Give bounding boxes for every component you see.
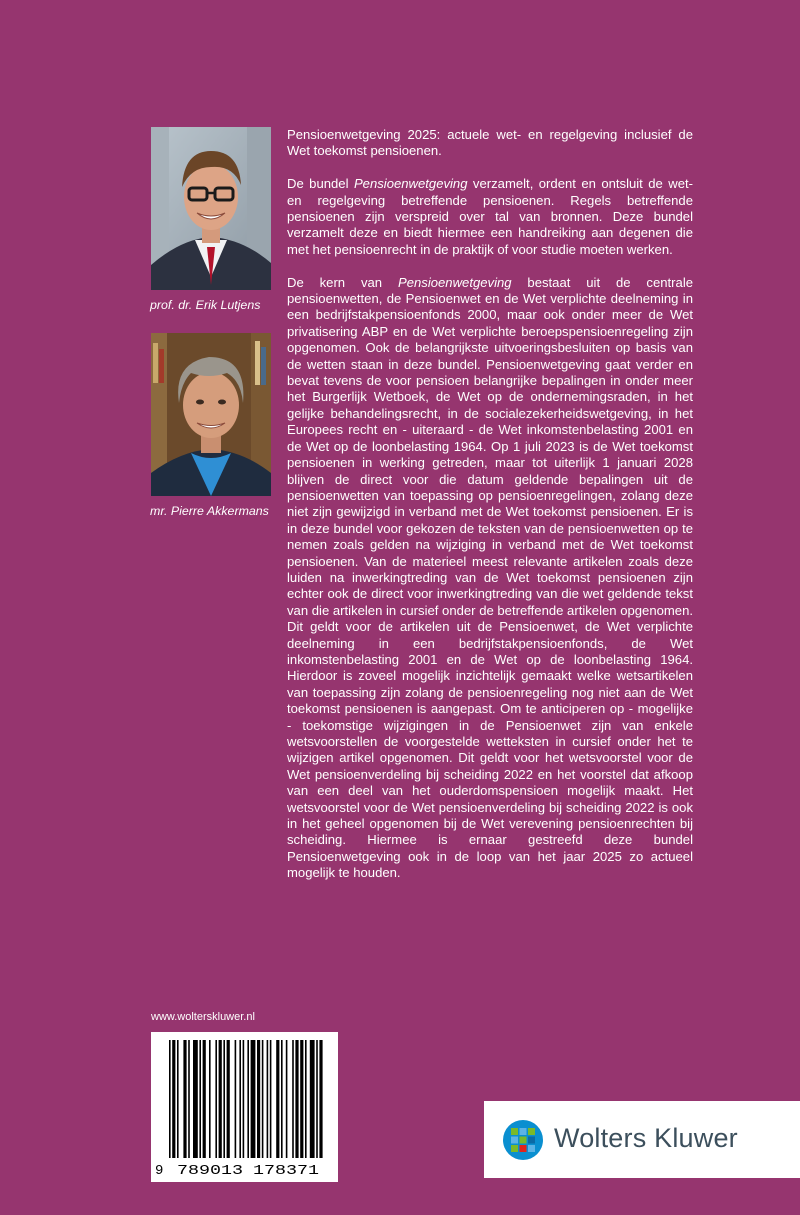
barcode-bar xyxy=(243,1040,245,1158)
barcode-bar xyxy=(203,1040,206,1158)
author-caption-akkermans: mr. Pierre Akkermans xyxy=(150,504,269,518)
barcode-bar xyxy=(281,1040,283,1158)
description-title-italic: Pensioenwetgeving xyxy=(353,176,468,192)
author-photo-akkermans xyxy=(151,333,271,496)
contents-after: bestaat uit de centrale pensioenwetten, de Pensioenwet en de Wet verplichte deelneming in een bedrijfstakpensioenfonds 2000, maar ook onder meer de Wet privatisering ABP en de Wet verplichte beroepspensioenregeling zijn opgenomen. Ook de belangrijkste uitvoeringsbesluiten op basis van de wetten staan in deze bundel. Pensioenwetgeving gaat verder en bevat tevens de voor pensioen belangrijke bepalingen in onder meer het Burgerlijk Wetboek, de Wet op de ondernemingsraden, in het gelijke behandelingsrecht, in de socialezekerheidswetgeving, in het Europees recht en - uiteraard - de Wet inkomstenbelasting 2001 en de Wet op de loonbelasting 1964. Op 1 juli 2023 is de Wet toekomst pensioenen in werking getreden, maar tot uiterlijk 1 januari 2028 blijven de direct voor die datum geldende bepalingen uit de pensioenwetten van toepassing op pensioenregelingen, zolang deze niet zijn gewijzigd in verband met de Wet toekomst pensioenen. Er is in deze bundel voor gekozen de teksten van de pensioenwetten op te nemen zoals gelden na wijziging in verband met de Wet toekomst pensioenen. Van de materieel meest relevante artikelen zoals deze luiden na inwerkingtreding van de Wet toekomst pensioenen zijn echter ook de direct voor inwerkingtreding van die wet geldende tekst van die artikelen in cursief onder de betreffende artikelen opgenomen. Dit geldt voor de artikelen uit de Pensioenwet, de Wet verplichte deelneming in een bedrijfstakpensioenfonds, de Wet inkomstenbelasting 2001 en de Wet op de loonbelasting 1964. Hierdoor is zoveel mogelijk inzichtelijk gemaakt welke wetsartikelen van toepassing zijn zolang de pensioenregeling nog niet aan de Wet toekomst pensioenen is aangepast. Om te anticiperen op - mogelijke - toekomstige wijzigingen in de Pensioenwet zijn van enkele wetsvoorstellen de voorgestelde wetteksten in cursief onder het te wijzigen artikel opgenomen. Dit geldt voor het wetsvoorstel voor de Wet pensioenverdeling bij scheiding 2022 en het voorstel dat afkoop van een deel van het ouderdomspensioen mogelijk maakt. Het wetsvoorstel voor de Wet pensioenverdeling bij scheiding 2022 is ook in het geheel opgenomen bij de Wet verevening pensioenrechten bij scheiding. Hiermee is ernaar gestreefd deze bundel Pensioenwetgeving ook in de loop van het jaar 2025 zo actueel mogelijk te houden. xyxy=(287,274,694,881)
wolters-kluwer-logo-icon xyxy=(502,1119,544,1161)
barcode-bar xyxy=(251,1040,256,1158)
barcode-bar xyxy=(177,1040,179,1158)
barcode-bar xyxy=(270,1040,272,1158)
barcode-graphic xyxy=(151,1032,338,1182)
portrait-akkermans-image xyxy=(151,333,271,496)
barcode-bar xyxy=(199,1040,201,1158)
barcode-bar xyxy=(267,1040,269,1158)
barcode-bar xyxy=(227,1040,230,1158)
isbn-barcode xyxy=(151,1032,338,1182)
barcode-bar xyxy=(257,1040,260,1158)
isbn-leading-digit: 9 xyxy=(155,1163,164,1179)
barcode-bars xyxy=(169,1040,323,1158)
publisher-website: www.wolterskluwer.nl xyxy=(151,1011,255,1023)
barcode-bar xyxy=(247,1040,249,1158)
description-after: verzamelt, ordent en ontsluit de wet- en regelgeving betreffende pensioenen. Regels betreffende pensioenen zijn verspreid over tal van bronnen. Deze bundel verzamelt deze en biedt hiermee een handreiking aan degenen die met het pensioenrecht in de praktijk of voor studie moeten werken. xyxy=(287,176,693,257)
barcode-bar xyxy=(188,1040,190,1158)
intro-paragraph: Pensioenwetgeving 2025: actuele wet- en regelgeving inclusief de Wet toekomst pensioenen. xyxy=(287,127,693,159)
barcode-bar xyxy=(319,1040,322,1158)
description-paragraph xyxy=(287,176,693,258)
description-before: De bundel xyxy=(287,176,354,192)
barcode-bar xyxy=(209,1040,211,1158)
isbn-left-group: 789013 xyxy=(177,1163,243,1179)
barcode-bar xyxy=(172,1040,175,1158)
barcode-bar xyxy=(169,1040,171,1158)
publisher-logo xyxy=(484,1101,800,1178)
barcode-bar xyxy=(235,1040,237,1158)
barcode-bar xyxy=(239,1040,241,1158)
isbn-right-group: 178371 xyxy=(253,1163,319,1179)
barcode-bar xyxy=(262,1040,264,1158)
portrait-lutjens-image xyxy=(151,127,271,290)
barcode-bar xyxy=(223,1040,225,1158)
barcode-bar xyxy=(193,1040,198,1158)
author-photo-lutjens xyxy=(151,127,271,290)
barcode-bar xyxy=(310,1040,315,1158)
barcode-bar xyxy=(292,1040,294,1158)
barcode-bar xyxy=(276,1040,279,1158)
barcode-bar xyxy=(316,1040,318,1158)
barcode-bar xyxy=(219,1040,222,1158)
barcode-bar xyxy=(215,1040,217,1158)
barcode-bar xyxy=(305,1040,307,1158)
contents-before: De kern van xyxy=(287,274,398,290)
back-cover-text xyxy=(287,127,693,882)
author-caption-lutjens: prof. dr. Erik Lutjens xyxy=(150,298,261,312)
publisher-logo-text: Wolters Kluwer xyxy=(554,1123,738,1153)
contents-title-italic: Pensioenwetgeving xyxy=(397,274,512,290)
barcode-bar xyxy=(183,1040,186,1158)
barcode-bar xyxy=(286,1040,288,1158)
barcode-bar xyxy=(300,1040,303,1158)
barcode-bar xyxy=(295,1040,298,1158)
contents-paragraph xyxy=(287,275,693,882)
